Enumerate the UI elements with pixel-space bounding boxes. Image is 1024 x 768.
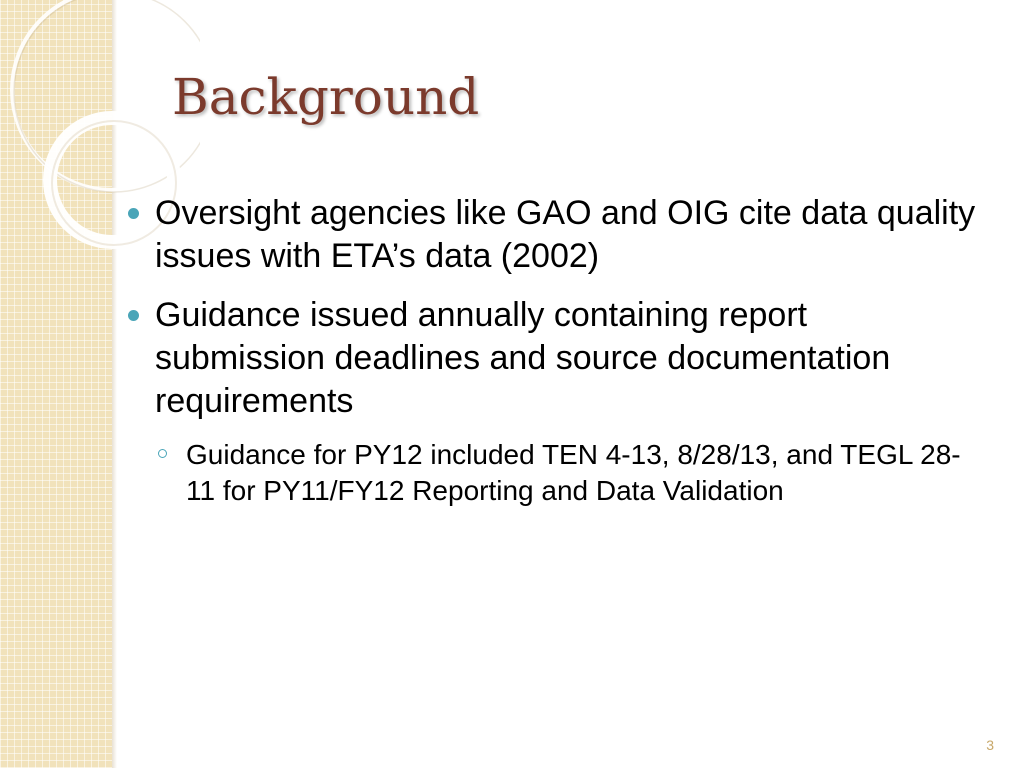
bullet-item-oversight: [124, 192, 984, 278]
page-number: 3: [986, 737, 994, 753]
sub-bullet-item-py12: [155, 437, 984, 509]
hollow-bullet-icon: [158, 449, 167, 458]
bullet-dot-icon: [128, 208, 139, 219]
sub-bullet-list: [155, 437, 984, 509]
bullet-list: [124, 192, 984, 509]
sub-bullet-text: Guidance for PY12 included TEN 4-13, 8/28/13, and TEGL 28-11 for PY11/FY12 Reporting and Data Validation: [186, 439, 961, 506]
bullet-text: Guidance issued annually containing report submission deadlines and source documentation requirements: [155, 296, 891, 420]
bullet-dot-icon: [128, 310, 139, 321]
slide-content: [124, 192, 984, 525]
bullet-item-guidance: [124, 294, 984, 509]
bullet-text: Oversight agencies like GAO and OIG cite data quality issues with ETA’s data (2002): [155, 194, 976, 275]
slide-title: Background: [172, 68, 480, 126]
